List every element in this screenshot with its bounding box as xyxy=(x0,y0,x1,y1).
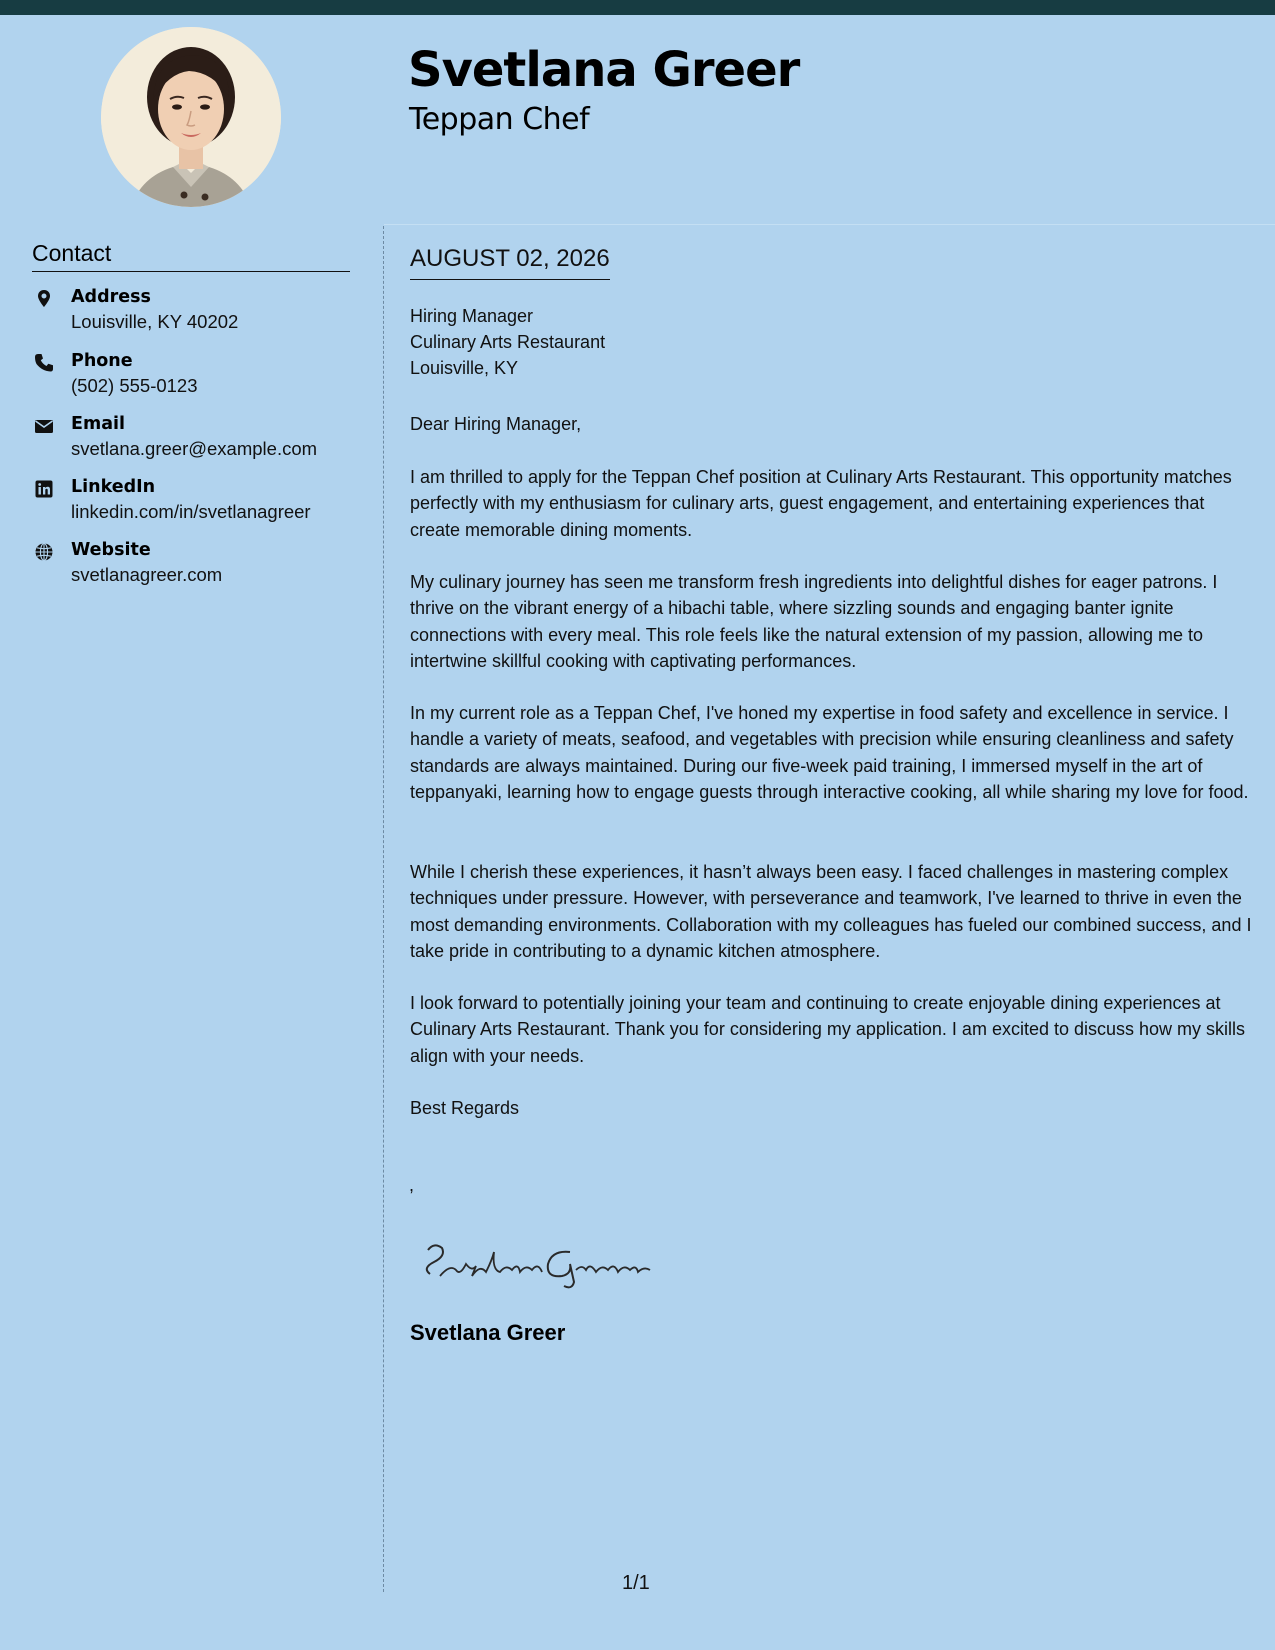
contact-heading: Contact xyxy=(32,240,350,272)
contact-value[interactable]: linkedin.com/in/svetlanagreer xyxy=(71,501,311,522)
letter-paragraph: I look forward to potentially joining your team and continuing to create enjoyable dining experiences at Culinary Arts Restaurant. Thank you for considering my application. I am excited to discuss how my skills align with your needs. xyxy=(410,993,1246,1066)
letter-paragraph: I am thrilled to apply for the Teppan Chef position at Culinary Arts Restaurant. This opportunity matches perfectly with my enthusiasm for culinary arts, guest engagement, and entertaining experiences that create memorable dining moments. xyxy=(410,467,1232,540)
phone-icon xyxy=(34,353,54,373)
contact-label: Website xyxy=(71,540,151,560)
recipient-block xyxy=(410,303,605,381)
column-divider xyxy=(383,226,384,1592)
handwritten-signature xyxy=(420,1234,660,1294)
letter-paragraph: My culinary journey has seen me transform fresh ingredients into delightful dishes for eager patrons. I thrive on the vibrant energy of a hibachi table, where sizzling sounds and engaging banter ignite connections with every meal. This role feels like the natural extension of my passion, allowing me to intertwine skillful cooking with captivating performances. xyxy=(410,572,1218,671)
closing-comma: , xyxy=(409,1175,415,1195)
linkedin-icon xyxy=(34,479,54,499)
candidate-title: Teppan Chef xyxy=(409,102,590,137)
contact-label: Phone xyxy=(71,351,133,371)
recipient-line: Culinary Arts Restaurant xyxy=(410,332,606,352)
top-accent-bar xyxy=(0,0,1275,15)
contact-value: Louisville, KY 40202 xyxy=(71,311,239,332)
recipient-line: Louisville, KY xyxy=(410,358,519,378)
page-number: 1/1 xyxy=(622,1572,650,1594)
avatar xyxy=(101,27,281,207)
signer-name: Svetlana Greer xyxy=(410,1320,566,1345)
letter-paragraph: In my current role as a Teppan Chef, I've honed my expertise in food safety and excellence in service. I handle a variety of meats, seafood, and vegetables with precision while ensuring cleanliness and safety standards are always maintained. During our five-week paid training, I immersed myself in the art of teppanyaki, learning how to engage guests through interactive cooking, all while sharing my love for food. xyxy=(410,703,1249,802)
globe-icon xyxy=(34,542,54,562)
contact-value[interactable]: svetlanagreer.com xyxy=(71,564,223,585)
header-divider xyxy=(384,224,1275,225)
contact-label: LinkedIn xyxy=(71,477,156,497)
contact-label: Email xyxy=(71,414,125,434)
envelope-icon xyxy=(34,416,54,436)
candidate-name: Svetlana Greer xyxy=(408,42,800,98)
recipient-line: Hiring Manager xyxy=(410,306,534,326)
contact-value: (502) 555-0123 xyxy=(71,375,198,396)
contact-value[interactable]: svetlana.greer@example.com xyxy=(71,438,318,459)
contact-label: Address xyxy=(71,287,151,307)
salutation: Dear Hiring Manager, xyxy=(410,414,582,434)
closing: Best Regards xyxy=(410,1098,520,1118)
letter-date: AUGUST 02, 2026 xyxy=(410,245,610,280)
map-pin-icon xyxy=(34,289,54,309)
letter-paragraph: While I cherish these experiences, it hasn’t always been easy. I faced challenges in mastering complex techniques under pressure. However, with perseverance and teamwork, I've learned to thrive in even the most demanding environments. Collaboration with my colleagues has fueled our combined success, and I take pride in contributing to a dynamic kitchen atmosphere. xyxy=(410,862,1252,961)
